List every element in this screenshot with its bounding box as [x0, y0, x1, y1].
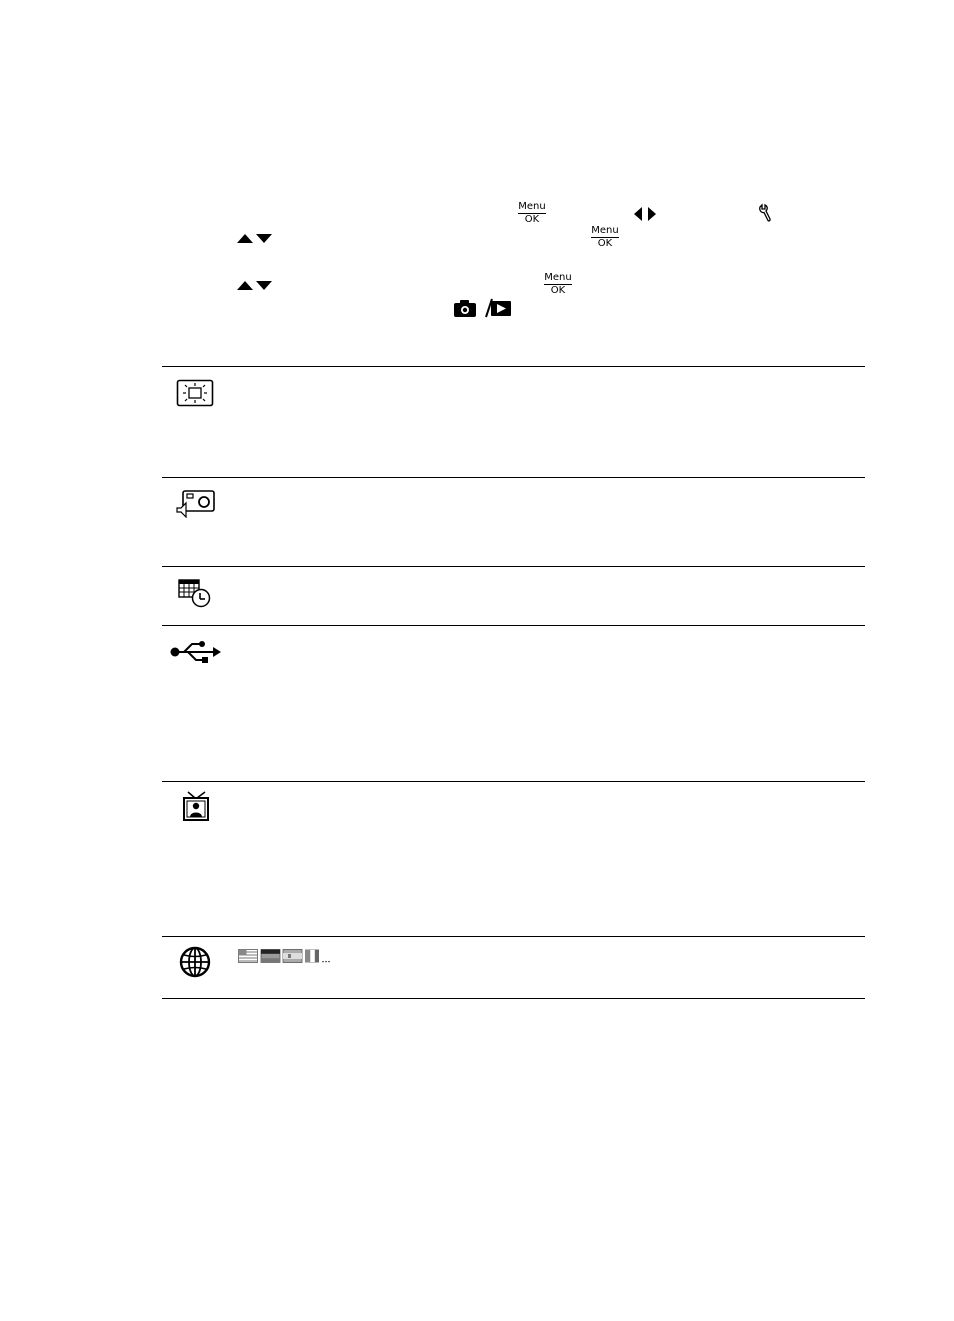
- date-time-icon: [177, 577, 213, 609]
- menu-ok-key-icon: Menu OK: [544, 272, 572, 296]
- table-rule: [162, 781, 865, 782]
- up-down-arrows-icon: [236, 278, 274, 292]
- camera-playback-switch-icon: [453, 297, 513, 319]
- display-brightness-icon: [176, 379, 214, 407]
- language-flags-icon: [238, 948, 332, 964]
- up-down-arrows-icon: [236, 231, 274, 245]
- camera-sounds-icon: [175, 488, 217, 518]
- globe-icon: [179, 946, 211, 978]
- tv-icon: [180, 790, 212, 822]
- table-rule: [162, 625, 865, 626]
- menu-ok-key-icon: Menu OK: [518, 201, 546, 225]
- table-rule-bottom: [162, 998, 865, 999]
- table-rule: [162, 566, 865, 567]
- table-rule: [162, 477, 865, 478]
- table-rule-top: [162, 366, 865, 367]
- wrench-icon: [758, 203, 774, 223]
- menu-ok-key-icon: Menu OK: [591, 225, 619, 249]
- table-rule: [162, 936, 865, 937]
- usb-icon: [170, 640, 222, 666]
- left-right-arrows-icon: [633, 206, 657, 222]
